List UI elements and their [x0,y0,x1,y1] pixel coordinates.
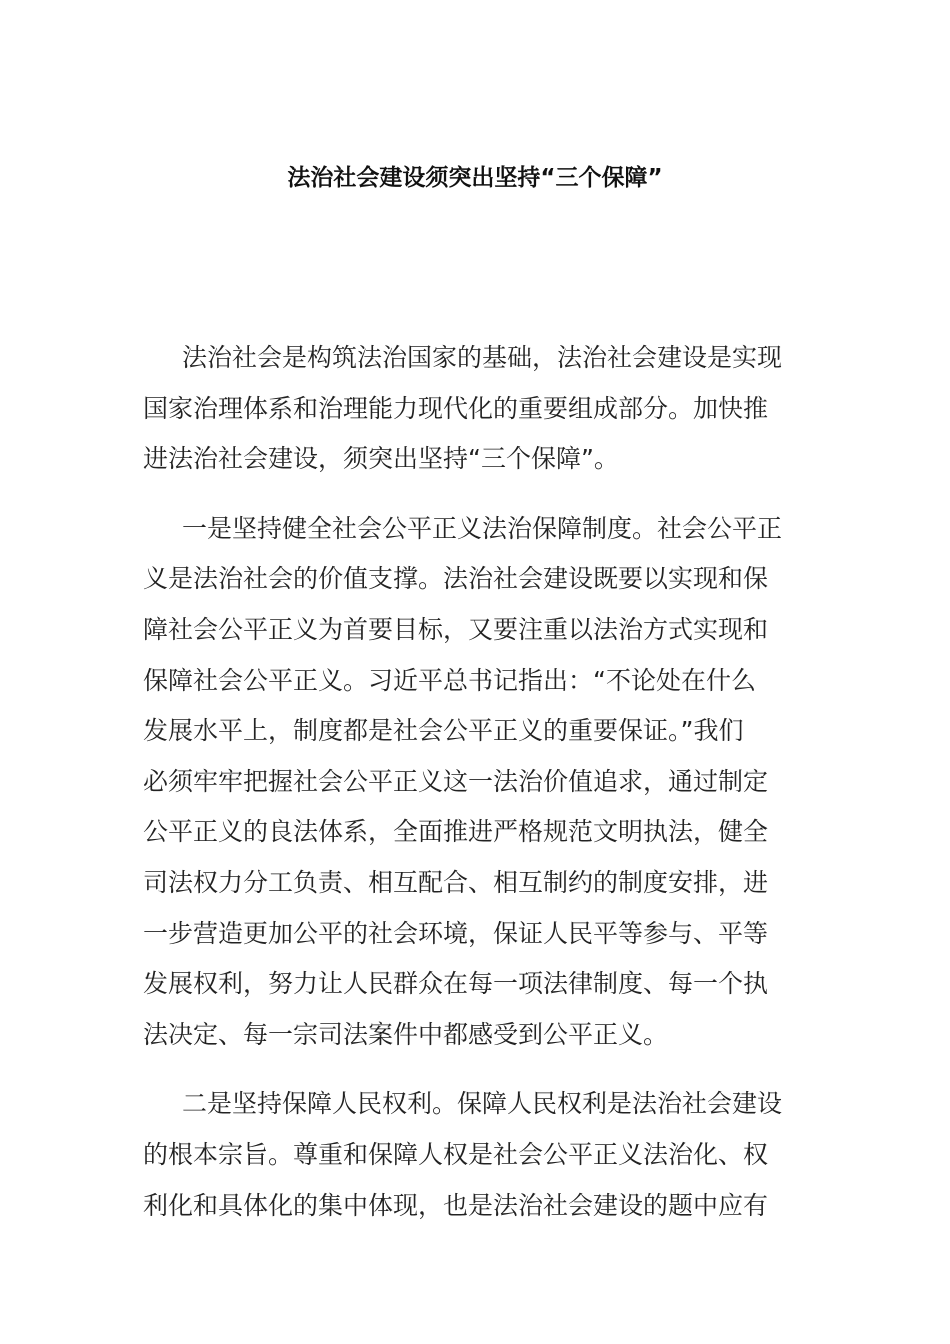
text-line: 必须牢牢把握社会公平正义这一法治价值追求，通过制定 [143,766,769,796]
text-line: 公平正义的良法体系，全面推进严格规范文明执法，健全 [143,817,769,847]
text-line: 一是坚持健全社会公平正义法治保障制度。社会公平正 [182,513,783,543]
text-line: 司法权力分工负责、相互配合、相互制约的制度安排，进 [143,867,769,897]
paragraph-intro [143,333,803,485]
text-line: 国家治理体系和治理能力现代化的重要组成部分。加快推 [143,393,769,423]
document-title: 法治社会建设须突出坚持“三个保障” [287,165,663,191]
text-line: 法决定、每一宗司法案件中都感受到公平正义。 [143,1019,669,1049]
text-line: 障社会公平正义为首要目标，又要注重以法治方式实现和 [143,614,769,644]
text-line: 的根本宗旨。尊重和保障人权是社会公平正义法治化、权 [143,1139,769,1169]
document-body [143,333,803,1250]
text-line: 发展水平上，制度都是社会公平正义的重要保证。”我们 [143,716,744,746]
text-line: 一步营造更加公平的社会环境，保证人民平等参与、平等 [143,918,769,948]
paragraph-second-guarantee [143,1079,803,1231]
text-line: 法治社会是构筑法治国家的基础，法治社会建设是实现 [182,343,783,372]
text-line: 二是坚持保障人民权利。保障人民权利是法治社会建设 [182,1089,783,1119]
text-line: 义是法治社会的价值支撑。法治社会建设既要以实现和保 [143,564,769,594]
text-line: 发展权利，努力让人民群众在每一项法律制度、每一个执 [143,969,769,999]
text-line: 利化和具体化的集中体现，也是法治社会建设的题中应有 [143,1190,769,1220]
text-line: 保障社会公平正义。习近平总书记指出：“不论处在什么 [143,665,756,695]
text-line: 进法治社会建设，须突出坚持“三个保障”。 [143,444,619,474]
paragraph-first-guarantee [143,504,803,1061]
